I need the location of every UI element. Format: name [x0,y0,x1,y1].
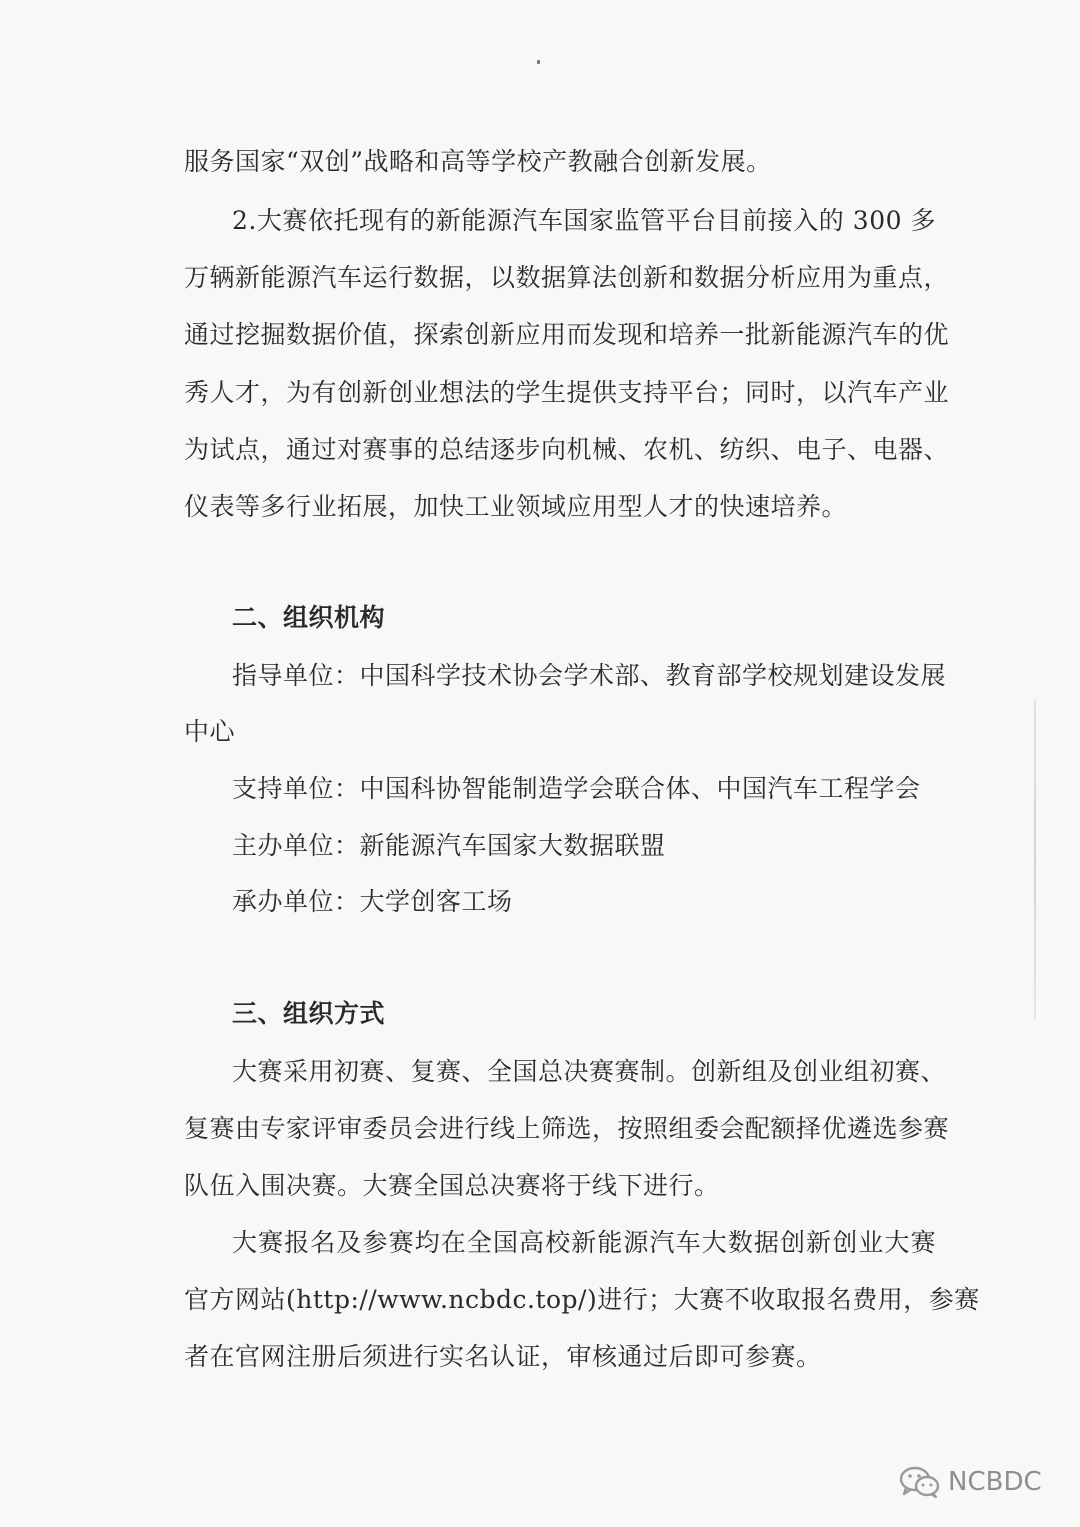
host-unit-line: 主办单位：新能源汽车国家大数据联盟 [232,831,666,860]
paragraph-line: 队伍入围决赛。大赛全国总决赛将于线下进行。 [184,1171,720,1200]
watermark-text: NCBDC [948,1467,1042,1497]
paragraph-line: 通过挖掘数据价值，探索创新应用而发现和培养一批新能源汽车的优 [184,320,950,349]
paragraph-line: 秀人才，为有创新创业想法的学生提供支持平台；同时，以汽车产业 [184,378,950,407]
section-heading: 三、组织方式 [232,999,386,1028]
section-heading: 二、组织机构 [232,603,386,632]
paragraph-line: 官方网站(http://www.ncbdc.top/)进行；大赛不收取报名费用，参赛 [184,1285,980,1314]
paragraph-line: 仪表等多行业拓展，加快工业领域应用型人才的快速培养。 [184,492,848,521]
paragraph-line: 万辆新能源汽车运行数据，以数据算法创新和数据分析应用为重点， [184,263,950,292]
guide-unit-line: 中心 [184,717,236,746]
paragraph-line: 者在官网注册后须进行实名认证，审核通过后即可参赛。 [184,1342,822,1371]
paragraph-line: 大赛采用初赛、复赛、全国总决赛赛制。创新组及创业组初赛、 [232,1057,947,1086]
paragraph-line: 复赛由专家评审委员会进行线上筛选，按照组委会配额择优遴选参赛 [184,1114,950,1143]
paragraph-line: 为试点，通过对赛事的总结逐步向机械、农机、纺织、电子、电器、 [184,435,950,464]
support-unit-line: 支持单位：中国科协智能制造学会联合体、中国汽车工程学会 [232,774,921,803]
scan-edge-line [1034,700,1036,1020]
watermark [898,1462,1042,1502]
scan-speck [537,60,540,64]
paragraph-line: 服务国家“双创”战略和高等学校产教融合创新发展。 [184,147,772,176]
paragraph-line: 大赛报名及参赛均在全国高校新能源汽车大数据创新创业大赛 [232,1228,936,1257]
organizer-unit-line: 承办单位：大学创客工场 [232,887,513,916]
guide-unit-line: 指导单位：中国科学技术协会学术部、教育部学校规划建设发展 [232,661,947,690]
paragraph-line: 2.大赛依托现有的新能源汽车国家监管平台目前接入的 300 多 [232,206,936,235]
wechat-icon [898,1465,942,1499]
